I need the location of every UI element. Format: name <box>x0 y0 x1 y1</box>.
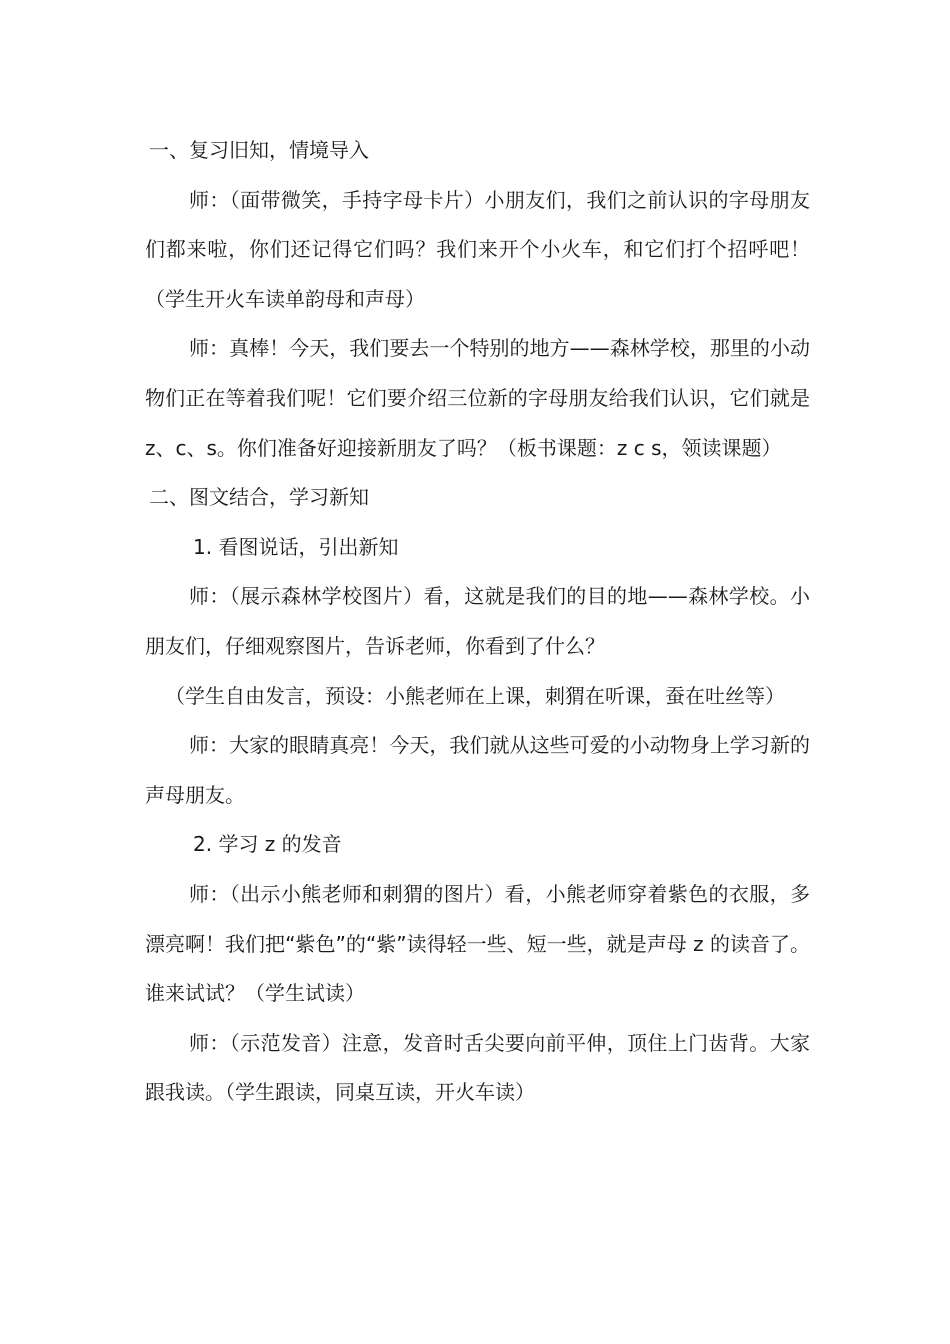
paragraph-bear-teacher: 师：（出示小熊老师和刺猬的图片）看，小熊老师穿着紫色的衣服，多漂亮啊！我们把“紫色”的“紫”读得轻一些、短一些，就是声母 z 的读音了。谁来试试？（学生试读） <box>145 881 810 1006</box>
paragraph-pronunciation-demo: 师：（示范发音）注意，发音时舌尖要向前平伸，顶住上门齿背。大家跟我读。（学生跟读，同桌互读，开火车读） <box>145 1030 810 1105</box>
paragraph-praise: 师：大家的眼睛真亮！今天，我们就从这些可爱的小动物身上学习新的声母朋友。 <box>145 733 810 807</box>
paragraph-student-response: （学生自由发言，预设：小熊老师在上课，刺猬在听课，蚕在吐丝等） <box>165 683 785 708</box>
document-body <box>145 126 810 1118</box>
section-heading-review: 一、复习旧知，情境导入 <box>149 138 369 162</box>
paragraph-teacher-intro: 师：（面带微笑，手持字母卡片）小朋友们，我们之前认识的字母朋友们都来啦，你们还记得它们吗？我们来开个小火车，和它们打个招呼吧！（学生开火车读单韵母和声母） <box>145 187 810 311</box>
paragraph-show-picture: 师：（展示森林学校图片）看，这就是我们的目的地——森林学校。小朋友们，仔细观察图片，告诉老师，你看到了什么？ <box>145 584 810 658</box>
section-heading-new-knowledge: 二、图文结合，学习新知 <box>149 485 369 510</box>
subheading-learn-z: 2. 学习 z 的发音 <box>193 832 342 857</box>
paragraph-forest-school: 师：真棒！今天，我们要去一个特别的地方——森林学校，那里的小动物们正在等着我们呢！它们要介绍三位新的字母朋友给我们认识，它们就是 z、c、s。你们准备好迎接新朋友了吗？（板书课题：z c s，领读课题） <box>145 336 810 460</box>
subheading-picture-talk: 1. 看图说话，引出新知 <box>193 534 399 559</box>
